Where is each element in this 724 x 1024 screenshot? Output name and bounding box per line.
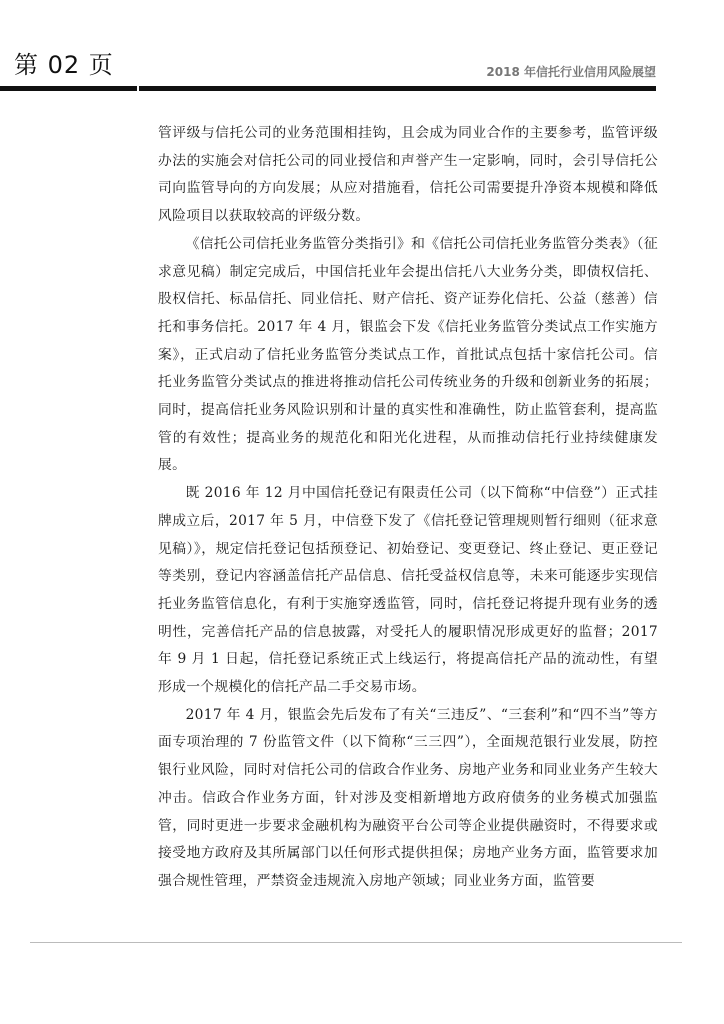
page-header: [0, 0, 724, 100]
header-rule-right: [139, 86, 656, 91]
body-text: [158, 120, 658, 896]
paragraph: 既 2016 年 12 月中国信托登记有限责任公司（以下简称“中信登”）正式挂牌成立后，2017 年 5 月，中信登下发了《信托登记管理规则暂行细则（征求意见稿）》，规定信托登记包括预登记、初始登记、变更登记、终止登记、更正登记等类别，登记内容涵盖信托产品信息、信托受益权信息等，未来可能逐步实现信托业务监管信息化，有利于实施穿透监管，同时，信托登记将提升现有业务的透明性，完善信托产品的信息披露，对受托人的履职情况形成更好的监督；2017 年 9 月 1 日起，信托登记系统正式上线运行，将提高信托产品的流动性，有望形成一个规模化的信托产品二手交易市场。: [158, 485, 658, 696]
footer-rule: [30, 942, 682, 943]
report-title: 2018 年信托行业信用风险展望: [486, 65, 656, 79]
paragraph: 管评级与信托公司的业务范围相挂钩，且会成为同业合作的主要参考，监管评级办法的实施会对信托公司的同业授信和声誉产生一定影响，同时，会引导信托公司向监管导向的方向发展；从应对措施看，信托公司需要提升净资本规模和降低风险项目以获取较高的评级分数。: [158, 125, 658, 225]
header-rule-left: [0, 86, 137, 91]
paragraph: 《信托公司信托业务监管分类指引》和《信托公司信托业务监管分类表》（征求意见稿）制定完成后，中国信托业年会提出信托八大业务分类，即债权信托、股权信托、标品信托、同业信托、财产信托、资产证券化信托、公益（慈善）信托和事务信托。2017 年 4 月，银监会下发《信托业务监管分类试点工作实施方案》，正式启动了信托业务监管分类试点工作，首批试点包括十家信托公司。信托业务监管分类试点的推进将推动信托公司传统业务的升级和创新业务的拓展；同时，提高信托业务风险识别和计量的真实性和准确性，防止监管套利，提高监管的有效性；提高业务的规范化和阳光化进程，从而推动信托行业持续健康发展。: [158, 235, 658, 474]
page-number: 第 02 页: [14, 51, 114, 79]
paragraph: 2017 年 4 月，银监会先后发布了有关“三违反”、“三套利”和“四不当”等方面专项治理的 7 份监管文件（以下简称“三三四”），全面规范银行业发展，防控银行业风险，同时对信托公司的信政合作业务、房地产业务和同业业务产生较大冲击。信政合作业务方面，针对涉及变相新增地方政府债务的业务模式加强监管，同时更进一步要求金融机构为融资平台公司等企业提供融资时，不得要求或接受地方政府及其所属部门以任何形式提供担保；房地产业务方面，监管要求加强合规性管理，严禁资金违规流入房地产领域；同业业务方面，监管要: [158, 706, 658, 889]
